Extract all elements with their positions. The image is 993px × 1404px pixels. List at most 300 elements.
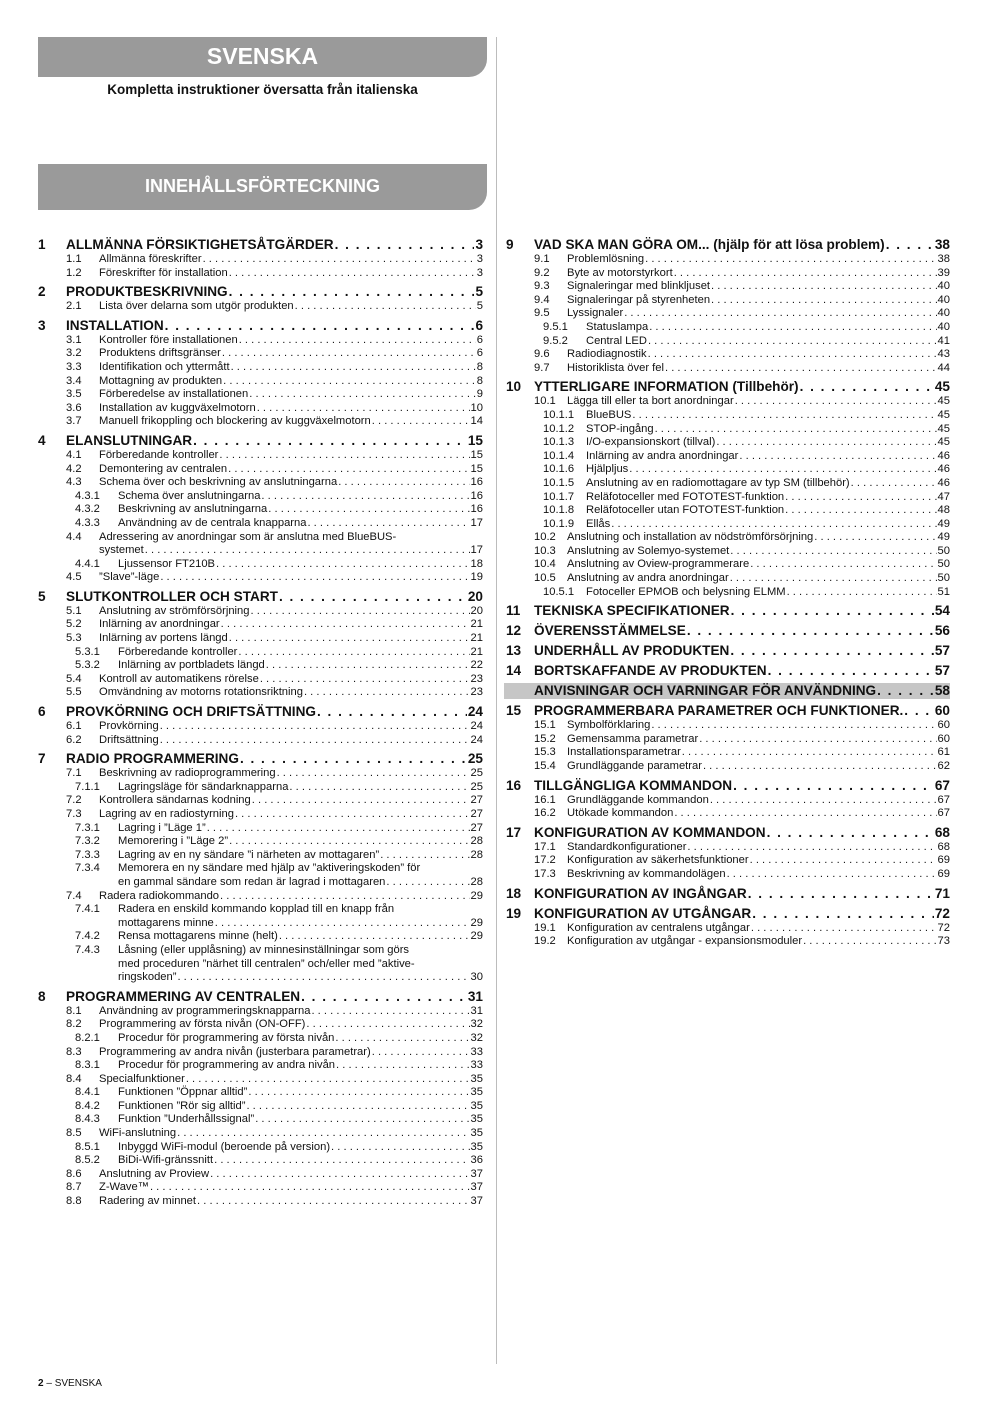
toc-entry-page: 46 [937,449,950,462]
toc-entry-number: 2 [38,284,46,300]
toc-entry-number: 1.1 [66,253,82,265]
toc-entry-title: Driftsättning [99,733,159,746]
toc-entry-number: 7.4.2 [75,930,100,943]
toc-entry-title: Beskrivning av kommandolägen [567,868,726,880]
toc-dot-leader [145,544,470,558]
toc-dot-leader [289,781,469,795]
toc-entry [38,794,483,808]
toc-entry-title: TILLGÄNGLIGA KOMMANDON [534,777,733,793]
toc-entry-page: 45 [937,395,950,408]
toc-entry-page: 17 [470,516,483,529]
toc-dot-leader [739,450,936,464]
toc-dot-leader [814,531,936,545]
toc-entry-page: 16 [470,476,483,489]
toc-entry-title: Mottagning av produkten [99,374,223,387]
toc-entry-page: 68 [937,840,950,853]
toc-entry-number: 3.5 [66,388,82,401]
toc-entry-page: 71 [934,885,950,901]
toc-entry [506,463,950,477]
toc-entry-number: 7.4.1 [75,903,100,916]
toc-entry-page: 5 [476,300,483,313]
toc-entry-title: PROVKÖRNING OCH DRIFTSÄTTNING [66,704,316,720]
toc-entry-page: 40 [937,293,950,306]
toc-dot-leader [372,415,470,429]
toc-entry-number: 3 [38,317,46,333]
toc-dot-leader [306,1018,469,1032]
toc-entry-number: 4.4 [66,530,82,543]
toc-entry-page: 17 [470,544,483,557]
toc-entry-title: Funktion ”Underhållssignal” [118,1113,255,1126]
toc-entry-number: 15 [506,703,522,719]
toc-entry-page: 37 [470,1167,483,1180]
toc-entry-title: Installation av kuggväxelmotorn [99,401,256,414]
toc-dot-leader [335,237,475,253]
toc-entry-title: Föreskrifter för installation [99,266,228,279]
toc-entry-number: 19.1 [534,921,556,934]
toc-dot-leader [785,491,936,505]
toc-dot-leader [252,794,470,808]
toc-entry [506,906,950,922]
toc-entry-number: 9.1 [534,253,550,265]
toc-entry-page: 38 [934,237,950,252]
toc-dot-leader [177,971,469,985]
toc-dot-leader [160,734,470,748]
toc-right-column [506,233,950,949]
toc-entry-page: 40 [937,280,950,293]
toc-entry [38,476,483,490]
toc-dot-leader [295,300,476,314]
toc-entry [506,922,950,936]
toc-entry-number: 11 [506,603,521,619]
toc-entry-page: 29 [470,930,483,943]
toc-entry-number: 16.1 [534,793,556,806]
toc-entry-page: 25 [467,751,483,767]
toc-entry-page: 14 [470,415,483,428]
toc-entry-number: 4.3.1 [75,489,100,502]
toc-entry-page: 35 [470,1127,483,1140]
toc-dot-leader [207,822,470,836]
toc-entry [506,362,950,376]
toc-entry-title: Lagring av en radiostyrning [99,808,234,820]
toc-entry-page: 28 [470,848,483,861]
toc-dot-leader [886,237,934,253]
toc-entry-number: 8.8 [66,1195,82,1208]
toc-entry-number: 6.2 [66,733,82,746]
toc-entry [38,822,483,836]
toc-entry-title: Z-Wave™ [99,1181,149,1194]
toc-entry [506,491,950,505]
toc-entry-number: 10.5 [534,572,556,585]
toc-entry-title: Lagring av en ny sändare ”i närheten av mottagaren” [118,848,380,861]
toc-entry-page: 27 [470,821,483,834]
toc-entry-number: 9.4 [534,293,550,306]
toc-entry-page: 49 [937,517,950,530]
toc-entry-title: Anslutning och installation av nödströmförsörjning [567,531,814,544]
toc-dot-leader [228,463,469,477]
toc-dot-leader [877,683,934,699]
toc-entry-number: 5.1 [66,604,82,617]
toc-dot-leader [731,603,934,619]
toc-entry [38,673,483,687]
toc-entry-page: 5 [475,284,483,300]
toc-dot-leader [716,436,936,450]
toc-entry [38,720,483,734]
toc-entry-number: 7.3.3 [75,848,100,861]
toc-entry-page: 61 [937,746,950,759]
toc-entry-number: 8.5 [66,1127,82,1140]
toc-entry-title-continued: mottagarens minne [118,916,214,929]
toc-entry-page: 69 [937,854,950,867]
toc-entry-number: 4.3.2 [75,503,100,516]
toc-entry-page: 35 [470,1140,483,1153]
toc-entry-title: Fotoceller EPMOB och belysning ELMM [586,585,786,598]
toc-entry-page: 3 [476,266,483,279]
toc-entry-number: 17 [506,824,522,840]
toc-entry-number: 10.1.2 [543,422,575,435]
toc-entry-number: 3.1 [66,333,82,346]
toc-entry-number: 7 [38,751,46,767]
toc-entry [38,862,483,876]
toc-entry-page: 16 [470,503,483,516]
toc-dot-leader [219,449,469,463]
toc-entry-title: PROGRAMMERING AV CENTRALEN [66,988,301,1004]
toc-dot-leader [301,989,467,1005]
toc-entry-number: 10.1.1 [543,408,575,421]
toc-entry-page: 20 [467,588,483,604]
toc-dot-leader [223,375,476,389]
toc-dot-leader [751,922,937,936]
toc-dot-leader [665,362,937,376]
toc-entry [506,719,950,733]
toc-entry [506,379,950,395]
toc-entry-number: 16.2 [534,807,556,820]
toc-entry-page: 60 [937,732,950,745]
toc-entry [506,558,950,572]
toc-entry-title: Förberedelse av installationen [99,388,249,401]
toc-entry-title: Inlärning av portbladets längd [118,659,265,672]
toc-entry-title: KONFIGURATION AV KOMMANDON [534,824,766,840]
toc-entry [38,1073,483,1087]
toc-dot-leader [177,1127,469,1141]
toc-entry-number: 10.1.4 [543,449,575,462]
toc-entry-title: BlueBUS [586,408,632,421]
toc-entry-title: Procedur för programmering av andra nivån [118,1059,336,1072]
toc-entry-title: Byte av motorstyrkort [567,266,673,279]
toc-entry [38,571,483,585]
toc-entry [38,402,483,416]
toc-entry [38,253,483,267]
toc-entry [38,347,483,361]
toc-entry-number: 9.5.2 [543,334,568,347]
toc-entry-title: Anslutning av andra anordningar [567,572,729,585]
toc-entry [506,854,950,868]
toc-entry-page: 19 [470,571,483,584]
toc-entry-title: Beskrivning av anslutningarna [118,503,268,516]
toc-entry-title-continued: med proceduren ”närhet till centralen” och/eller med ”aktive- [118,957,415,970]
toc-dot-leader [648,335,937,349]
toc-entry-page: 31 [467,988,483,1004]
toc-entry [38,334,483,348]
footer-page-number: 2 [38,1378,44,1389]
toc-dot-leader [767,825,934,841]
toc-entry [506,545,950,559]
toc-entry [506,409,950,423]
toc-entry [506,935,950,949]
toc-entry-title: Grundläggande kommandon [567,793,709,806]
toc-dot-leader [787,586,937,600]
toc-entry-number: 7.1.1 [75,780,100,793]
toc-entry-page: 50 [937,544,950,557]
toc-entry [506,237,950,253]
toc-entry-title-continued: ringskoden” [118,971,177,984]
toc-entry-number: 5.2 [66,618,82,631]
toc-dot-leader [687,841,936,855]
toc-entry-page: 35 [470,1072,483,1085]
toc-entry-page: 21 [470,632,483,645]
toc-entry-title: Reläfotoceller utan FOTOTEST-funktion [586,504,785,517]
toc-dot-leader [186,1073,470,1087]
toc-entry [38,388,483,402]
toc-entry-page: 18 [470,557,483,570]
toc-entry-page: 23 [470,672,483,685]
toc-entry [38,767,483,781]
toc-entry [38,849,483,863]
toc-entry-number: 5.3.2 [75,659,100,672]
toc-dot-leader [380,849,469,863]
toc-entry [506,518,950,532]
toc-entry [38,686,483,700]
toc-entry-title: Lagringsläge för sändarknapparna [118,780,289,793]
toc-entry-page: 67 [937,793,950,806]
toc-entry [506,623,950,639]
toc-entry-number: 6.1 [66,720,82,733]
toc-entry-title: Anslutning av Solemyo-systemet [567,544,730,557]
toc-entry [506,335,950,349]
toc-dot-leader [246,1100,469,1114]
toc-entry-number: 9.5.1 [543,320,568,333]
toc-entry-number: 10.2 [534,531,556,544]
toc-entry [38,375,483,389]
toc-dot-leader [768,663,934,679]
toc-entry-number: 15.3 [534,746,556,759]
toc-entry-title: Ljussensor FT210B [118,557,216,570]
toc-entry-number: 4.3.3 [75,516,100,529]
toc-entry [38,646,483,660]
toc-entry-page: 21 [470,618,483,631]
column-divider [496,37,497,1364]
toc-dot-leader [221,618,470,632]
toc-entry-page: 36 [470,1154,483,1167]
toc-entry-page: 30 [470,971,483,984]
toc-entry [38,415,483,429]
toc-entry-number: 7.2 [66,794,82,807]
toc-entry-number: 5.4 [66,672,82,685]
toc-entry-title: Rensa mottagarens minne (helt) [118,930,278,943]
toc-entry-title-continued: systemet [99,544,144,557]
toc-entry-title: Installationsparametrar [567,746,681,759]
toc-entry-number: 7.4.3 [75,943,100,956]
toc-entry-title: Konfiguration av utgångar - expansionsmoduler [567,935,803,948]
toc-entry-title: Signaleringar med blinkljuset [567,280,711,293]
toc-dot-leader [750,854,937,868]
toc-entry-continuation [38,971,483,985]
toc-entry-number: 18 [506,885,522,901]
toc-entry-page: 73 [937,935,950,948]
toc-entry [38,1046,483,1060]
toc-entry-title: Central LED [586,334,647,347]
toc-entry-number: 8.6 [66,1167,82,1180]
toc-entry-title: Identifikation och yttermått [99,360,230,373]
toc-entry [38,781,483,795]
toc-entry-title: Användning av programmeringsknapparna [99,1004,311,1017]
toc-entry-page: 32 [470,1018,483,1031]
toc-entry [38,632,483,646]
toc-entry-title: Allmänna föreskrifter [99,253,202,265]
toc-entry-title: Statuslampa [586,320,649,333]
toc-dot-leader [331,1141,470,1155]
toc-entry-page: 50 [937,558,950,571]
toc-entry-title: Produktens driftsgränser [99,347,221,360]
toc-dot-leader [711,280,937,294]
toc-entry-number: 5 [38,588,46,604]
toc-entry-page: 46 [937,476,950,489]
toc-entry [506,586,950,600]
toc-entry [506,603,950,619]
toc-entry-title: Manuell frikoppling och blockering av kuggväxelmotorn [99,415,371,428]
toc-entry-page: 20 [470,604,483,617]
document-subtitle: Kompletta instruktioner översatta från italienska [107,82,418,97]
toc-entry [506,395,950,409]
toc-entry-title: Provkörning [99,720,159,733]
toc-dot-leader [248,1086,469,1100]
toc-entry-number: 3.6 [66,401,82,414]
toc-entry-title: Programmering av andra nivån (justerbara parametrar) [99,1045,371,1058]
toc-entry-page: 43 [937,348,950,361]
toc-dot-leader [203,253,476,267]
toc-dot-leader [699,733,936,747]
toc-entry [38,1059,483,1073]
toc-entry [506,253,950,267]
footer-language: SVENSKA [54,1378,102,1389]
toc-entry-title: Användning av de centrala knapparna [118,516,307,529]
toc-entry-title: Hjälpljus [586,463,629,476]
toc-entry-title: Programmering av första nivån (ON-OFF) [99,1018,306,1031]
toc-entry-page: 72 [937,921,950,934]
toc-entry-page: 29 [470,916,483,929]
toc-entry-number: 10 [506,379,522,395]
toc-entry [38,1086,483,1100]
toc-entry-page: 44 [937,361,950,374]
toc-entry-title: Memorering i ”Läge 2” [118,835,229,848]
footer-separator: – [43,1378,55,1389]
toc-entry-number: 3.2 [66,347,82,360]
toc-dot-leader [651,719,936,733]
toc-entry [38,237,483,253]
toc-entry-title: Förberedande kontroller [118,645,238,658]
toc-entry-title: Anslutning av Proview [99,1167,210,1180]
toc-entry-page: 24 [467,704,483,720]
toc-entry-number: 3.7 [66,415,82,428]
toc-entry-title: SLUTKONTROLLER OCH START [66,588,278,604]
toc-entry [38,531,483,545]
toc-dot-leader [803,935,936,949]
toc-entry-title: ALLMÄNNA FÖRSIKTIGHETSÅTGÄRDER [66,237,334,252]
toc-dot-leader [239,334,476,348]
toc-dot-leader [648,348,937,362]
toc-entry-page: 27 [470,808,483,820]
toc-entry-title: ELANSLUTNINGAR [66,432,193,448]
toc-dot-leader [735,395,937,409]
toc-dot-leader [304,686,470,700]
toc-entry-number: 14 [506,663,522,679]
toc-dot-leader [730,643,934,659]
toc-entry-page: 24 [470,720,483,733]
toc-entry-number: 6 [38,704,46,720]
toc-entry-title: Signaleringar på styrenheten [567,293,711,306]
toc-entry-number: 8.4.1 [75,1086,100,1099]
toc-entry-number: 9 [506,237,514,252]
toc-entry-title: Problemlösning [567,253,645,265]
toc-dot-leader [674,807,936,821]
toc-entry [38,930,483,944]
toc-dot-leader [160,720,470,734]
toc-entry-number: 10.1.5 [543,476,575,489]
toc-entry-page: 3 [476,253,483,265]
toc-entry-page: 40 [937,320,950,333]
toc-entry [506,663,950,679]
toc-entry-title: BiDi-Wifi-gränssnitt [118,1154,214,1167]
toc-entry-title: TEKNISKA SPECIFIKATIONER [534,603,730,619]
toc-dot-leader [335,1032,469,1046]
toc-entry-title: Kontroller före installationen [99,333,238,346]
toc-entry-number: 15.4 [534,760,556,773]
toc-entry-number: 10.1.7 [543,490,575,503]
language-banner: SVENSKA [38,37,487,77]
toc-dot-leader [229,632,470,646]
toc-entry-number: 5.3.1 [75,645,100,658]
toc-dot-leader [730,545,936,559]
toc-dot-leader [260,673,470,687]
toc-entry-continuation [38,544,483,558]
toc-entry-number: 7.4 [66,889,82,902]
toc-dot-leader [257,402,470,416]
toc-entry-continuation [38,958,483,972]
toc-entry [38,361,483,375]
toc-entry [38,1100,483,1114]
toc-dot-leader [800,379,934,395]
toc-entry-page: 68 [934,824,950,840]
toc-entry-page: 35 [470,1113,483,1126]
toc-entry-number: 16 [506,777,522,793]
toc-entry-number: 19 [506,905,522,921]
toc-entry-title: Radiodiagnostik [567,348,647,361]
toc-entry-number: 7.3.2 [75,835,100,848]
toc-entry-title: Schema över och beskrivning av anslutningarna [99,476,338,489]
toc-entry-title: Standardkonfigurationer [567,840,687,853]
toc-entry-page: 40 [937,307,950,320]
toc-entry-number: 10.1.9 [543,517,575,530]
toc-entry [38,463,483,477]
toc-entry-page: 60 [937,719,950,732]
toc-entry-title: Funktionen ”Öppnar alltid” [118,1086,248,1099]
toc-dot-leader [235,808,470,822]
toc-dot-leader [268,503,469,517]
toc-entry-page: 45 [937,422,950,435]
toc-entry [506,825,950,841]
toc-entry [506,423,950,437]
toc-dot-leader [338,476,469,490]
toc-entry [38,1141,483,1155]
